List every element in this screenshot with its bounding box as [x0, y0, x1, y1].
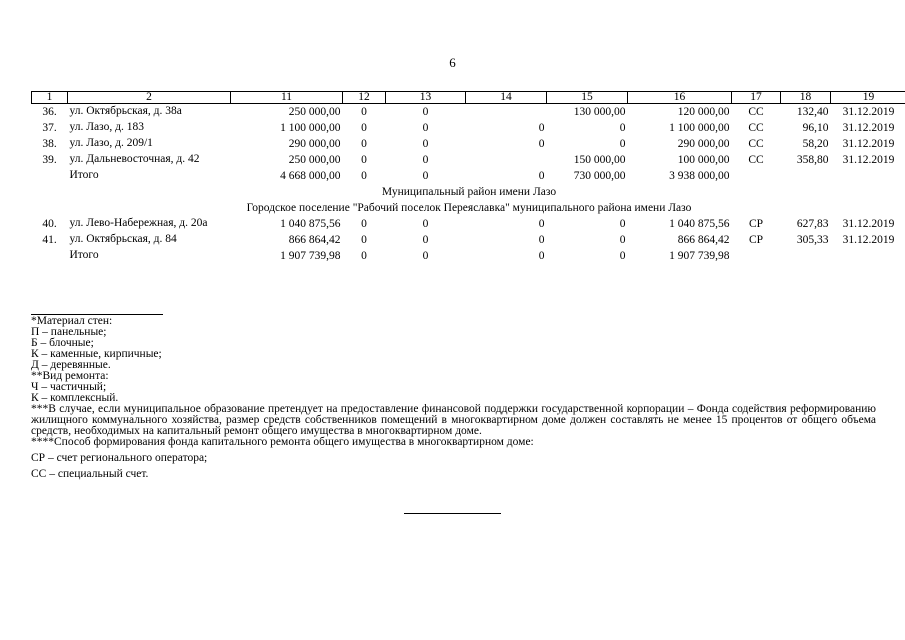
cell-12: 0: [361, 122, 367, 134]
address: ул. Октябрьская, д. 38а: [69, 105, 182, 117]
cell-18: 58,20: [802, 138, 829, 150]
cell-13: 0: [422, 218, 429, 230]
completion-date: 31.12.2019: [842, 138, 895, 150]
cell-15: 0: [619, 218, 626, 230]
completion-date: 31.12.2019: [842, 122, 895, 134]
cell-14: [466, 104, 547, 121]
cell-13: 0: [422, 106, 429, 118]
end-rule: [404, 513, 501, 514]
column-header: 13: [386, 92, 466, 104]
fund-method: СС: [748, 138, 764, 150]
total-cost: 1 100 000,00: [280, 122, 341, 134]
table-row: [32, 216, 905, 232]
footnote-paragraph: ***В случае, если муниципальное образование претендует на предоставление финансовой поддержки государственной корпорации – Фонда содействия реформированию жилищного коммунального хозяйства, размер средств собственников помещений в многоквартирном доме должен составлять не менее 15 процентов от общего объема средств, необходимых на капитальный ремонт общего имущества в многоквартирном доме.: [31, 403, 876, 437]
cell-16: 100 000,00: [677, 154, 730, 166]
footnote-line: П – панельные;: [31, 326, 107, 338]
address: ул. Октябрьская, д. 84: [69, 233, 177, 245]
row-number: 39.: [42, 154, 57, 166]
repair-program-table: [31, 91, 905, 264]
cell-13: 0: [422, 170, 429, 182]
cell-14: 0: [538, 138, 545, 150]
fund-method: СС: [748, 154, 764, 166]
completion-date: 31.12.2019: [842, 154, 895, 166]
cell-15: 0: [619, 122, 626, 134]
column-header: 19: [831, 92, 905, 104]
cell-13: 0: [422, 250, 429, 262]
district-heading: Муниципальный район имени Лазо: [381, 186, 557, 198]
fund-method: СР: [748, 234, 764, 246]
column-header: 17: [732, 92, 781, 104]
row-number: 40.: [42, 218, 57, 230]
footnote-line: СС – специальный счет.: [31, 468, 149, 480]
cell-18: 132,40: [796, 106, 829, 118]
page-number: 6: [449, 55, 456, 70]
cell-14: 0: [538, 218, 545, 230]
fund-method: СС: [748, 122, 764, 134]
cell-16: 290 000,00: [677, 138, 730, 150]
total-cost: 866 864,42: [288, 234, 341, 246]
cell-15: 0: [619, 250, 626, 262]
cell-18: 96,10: [802, 122, 829, 134]
column-header: 18: [781, 92, 831, 104]
column-number-row: [32, 92, 905, 104]
total-cost: 4 668 000,00: [280, 170, 341, 182]
column-header: 11: [231, 92, 343, 104]
column-header: 14: [466, 92, 547, 104]
completion-date: 31.12.2019: [842, 106, 895, 118]
table-row: [32, 232, 905, 248]
cell-13: 0: [422, 138, 429, 150]
row-number: 36.: [42, 106, 57, 118]
total-label: Итого: [69, 249, 99, 261]
footnote-line: К – комплексный.: [31, 392, 119, 404]
cell-14: 0: [538, 250, 545, 262]
cell-16: 1 907 739,98: [669, 250, 730, 262]
settlement-heading: Городское поселение "Рабочий поселок Переяславка" муниципального района имени Лазо: [246, 202, 692, 214]
cell-18: 627,83: [796, 218, 829, 230]
total-row: [32, 168, 905, 184]
section-heading-row: [32, 184, 905, 200]
section-heading-row: [32, 200, 905, 216]
footnote-line: Д – деревянные.: [31, 359, 111, 371]
address: ул. Дальневосточная, д. 42: [69, 153, 200, 165]
cell-16: 120 000,00: [677, 106, 730, 118]
address: ул. Лазо, д. 209/1: [69, 137, 153, 149]
cell-12: 0: [361, 106, 367, 118]
table-row: [32, 136, 905, 152]
cell-15: 730 000,00: [573, 170, 626, 182]
total-cost: 290 000,00: [288, 138, 341, 150]
table-row: [32, 104, 905, 121]
footnote-line: К – каменные, кирпичные;: [31, 348, 162, 360]
cell-12: 0: [361, 138, 367, 150]
cell-13: 0: [422, 154, 429, 166]
footnote-line: *Материал стен:: [31, 315, 113, 327]
cell-13: 0: [422, 122, 429, 134]
cell-15: 0: [619, 234, 626, 246]
cell-12: 0: [361, 170, 367, 182]
cell-18: 305,33: [796, 234, 829, 246]
cell-12: 0: [361, 218, 367, 230]
cell-12: 0: [361, 154, 367, 166]
column-header: 2: [68, 92, 231, 104]
cell-16: 1 040 875,56: [669, 218, 730, 230]
footnote-line: СР – счет регионального оператора;: [31, 452, 208, 464]
cell-15: 130 000,00: [573, 106, 626, 118]
table-row: [32, 120, 905, 136]
fund-method: СР: [748, 218, 764, 230]
column-header: 12: [343, 92, 386, 104]
cell-13: 0: [422, 234, 429, 246]
total-row: [32, 248, 905, 264]
total-cost: 1 040 875,56: [280, 218, 341, 230]
total-label: Итого: [69, 169, 99, 181]
cell-15: 0: [619, 138, 626, 150]
cell-16: 866 864,42: [677, 234, 730, 246]
footnote-line: **Вид ремонта:: [31, 370, 109, 382]
row-number: 37.: [42, 122, 57, 134]
cell-16: 1 100 000,00: [669, 122, 730, 134]
column-header: 16: [628, 92, 732, 104]
cell-15: 150 000,00: [573, 154, 626, 166]
footnote-line: ****Способ формирования фонда капитального ремонта общего имущества в многоквартирном доме:: [31, 436, 534, 448]
total-cost: 1 907 739,98: [280, 250, 341, 262]
completion-date: 31.12.2019: [842, 218, 895, 230]
cell-18: 358,80: [796, 154, 829, 166]
cell-14: 0: [538, 122, 545, 134]
cell-14: [466, 152, 547, 168]
table-row: [32, 152, 905, 168]
footnote-line: Б – блочные;: [31, 337, 94, 349]
fund-method: СС: [748, 106, 764, 118]
completion-date: 31.12.2019: [842, 234, 895, 246]
column-header: 15: [547, 92, 628, 104]
cell-14: 0: [538, 170, 545, 182]
total-cost: 250 000,00: [288, 154, 341, 166]
cell-16: 3 938 000,00: [669, 170, 730, 182]
cell-12: 0: [361, 234, 367, 246]
footnotes: [31, 314, 876, 480]
cell-14: 0: [538, 234, 545, 246]
cell-12: 0: [361, 250, 367, 262]
total-cost: 250 000,00: [288, 106, 341, 118]
column-header: 1: [32, 92, 68, 104]
address: ул. Лево-Набережная, д. 20а: [69, 217, 208, 229]
address: ул. Лазо, д. 183: [69, 121, 144, 133]
row-number: 41.: [42, 234, 57, 246]
footnote-line: Ч – частичный;: [31, 381, 107, 393]
row-number: 38.: [42, 138, 57, 150]
